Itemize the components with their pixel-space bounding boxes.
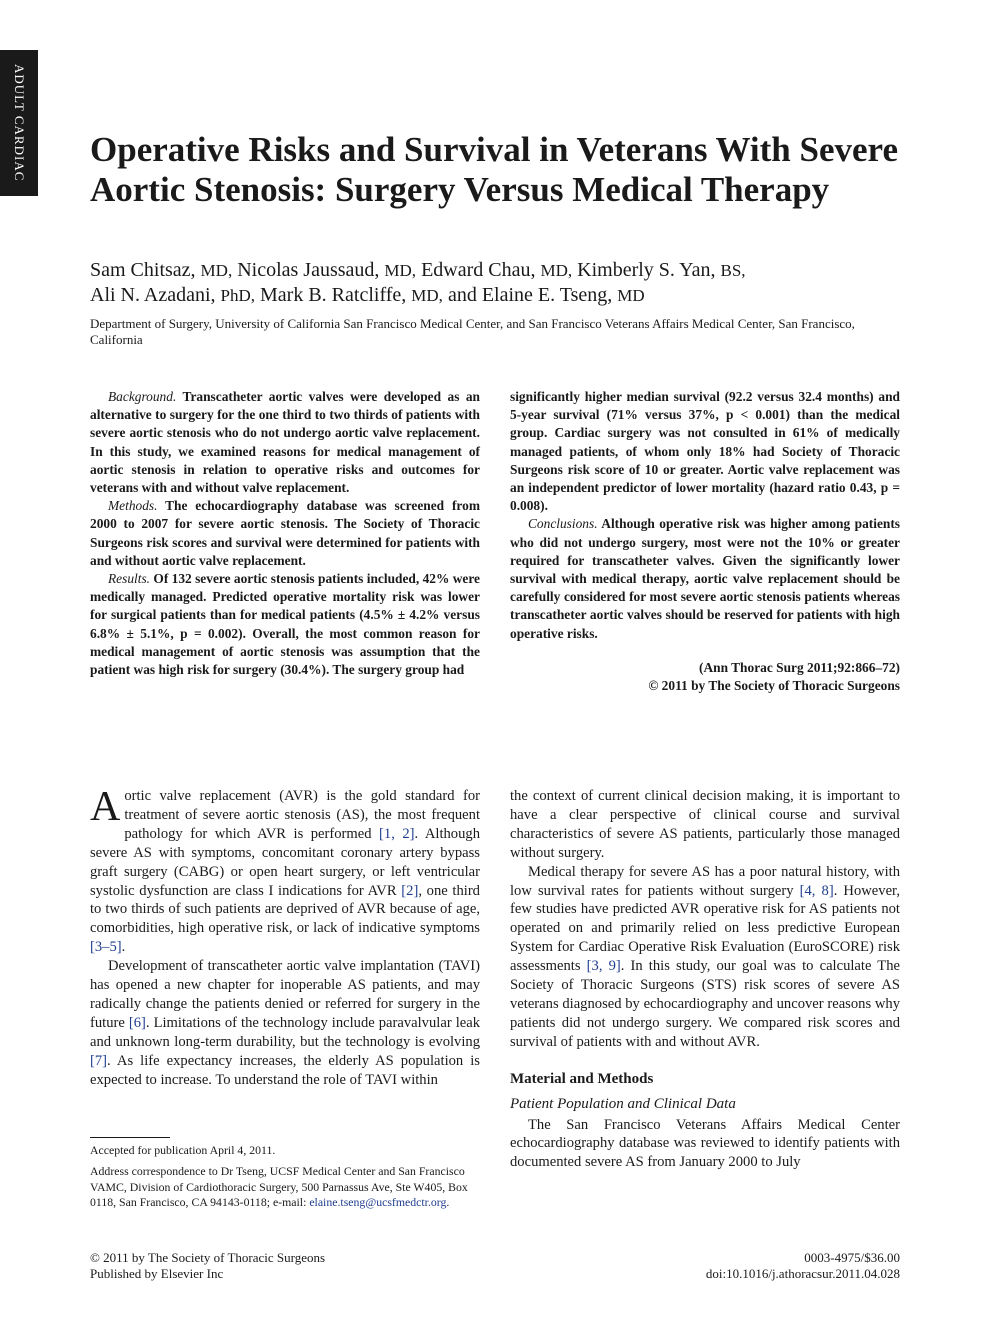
body-text: . In this study, our goal was to calculate The Society of Thoracic Surgeons (STS) risk scores of severe AS veterans diagnosed by echocardiography and uncover reasons why patients did not undergo surgery. We compared risk scores and survival of patients with and without AVR. [510,958,900,1050]
abstract-left-column [90,388,480,679]
body-text: . Although severe AS with symptoms, concomitant coronary artery bypass graft surgery (CABG) or open heart surgery, or left ventricular systolic dysfunction are class I indications for AVR [90,825,480,899]
citation-text: (Ann Thorac Surg 2011;92:866–72) [699,659,900,675]
footer-publisher: Published by Elsevier Inc [90,1266,224,1281]
correspondence-note [90,1164,480,1210]
body-text: Medical therapy for severe AS has a poor natural history, with low survival rates for patients without surgery [510,863,900,899]
body-left-column [90,784,480,1090]
footnote-divider [90,1137,170,1138]
abstract-text: Although operative risk was higher among patients who did not undergo surgery, most were not the 10% or greater required for transcatheter valves. Given the significantly lower survival with medical therapy, aortic valve replacement should be carefully considered for most severe aortic stenosis patients whereas transcatheter aortic valves should be reserved for patients with high operative risks. [510,516,901,641]
abstract-methods [90,497,480,570]
footer-left [90,1250,490,1282]
author-name: Ali N. Azadani, [90,284,216,306]
body-paragraph: The San Francisco Veterans Affairs Medical Center echocardiography database was reviewed to identify patients with documented severe AS from January 2000 to July [510,1116,900,1171]
body-text: Development of transcatheter aortic valve implantation (TAVI) has opened a new chapter for inoperable AS patients, and may radically change the patients denied or referred for surgery in the future [90,958,480,1031]
body-right-column [510,787,900,1172]
accepted-note: Accepted for publication April 4, 2011. [90,1143,276,1157]
footer-issn: 0003-4975/$36.00 [804,1250,900,1265]
reference-link[interactable]: [7] [90,1052,108,1069]
author-line-2 [90,283,910,308]
body-text: . As life expectancy increases, the elderly AS population is expected to increase. To understand the role of TAVI within [90,1052,480,1088]
reference-link[interactable]: [2] [401,882,419,899]
abstract-label: Methods. [108,498,158,514]
body-text: . Limitations of the technology include paravalvular leak and unknown long-term durability, but the technology is evolving [90,1014,480,1050]
email-link[interactable]: elaine.tseng@ucsfmedctr.org [309,1194,447,1209]
author-degree: BS, [720,261,746,280]
reference-link[interactable]: [6] [128,1014,146,1031]
section-tab [0,50,38,196]
body-paragraph-continued: the context of current clinical decision making, it is important to have a clear perspective of clinical course and survival characteristics of severe AS patients, particularly those managed without surgery. [510,788,900,861]
footer-copyright: © 2011 by The Society of Thoracic Surgeons [90,1250,326,1265]
body-text: , one third to two thirds of such patients are deprived of AVR because of age, comorbidities, high operative risk, or lack of indicative symptoms [90,882,480,937]
reference-link[interactable]: [1, 2] [379,825,415,842]
abstract-label: Background. [108,389,177,404]
affiliation: Department of Surgery, University of California San Francisco Medical Center, and San Francisco Veterans Affairs Medical Center, San Francisco, California [90,316,855,347]
abstract-conclusions [510,515,900,642]
author-degree: PhD, [220,286,256,305]
author-degree: MD [617,286,645,305]
abstract-label: Results. [108,571,151,587]
abstract-background [90,388,480,497]
footer-doi: doi:10.1016/j.athoracsur.2011.04.028 [705,1266,900,1281]
section-heading: Material and Methods [510,1070,654,1087]
reference-link[interactable]: [3, 9] [586,958,621,975]
author-name: and Elaine E. Tseng, [447,284,613,306]
address-text: . [446,1194,450,1209]
abstract-text: Transcatheter aortic valves were developed as an alternative to surgery for the one third to two thirds of patients with severe aortic stenosis who do not undergo aortic valve replacement. In this study, we examined reasons for medical management of aortic stenosis in relation to operative risks and outcomes for veterans with and without valve replacement. [90,389,480,496]
author-list [90,258,910,308]
author-name: Sam Chitsaz, [90,259,196,281]
section-tab-label: ADULT CARDIAC [12,64,27,182]
author-degree: MD, [411,286,443,305]
abstract-right-column [510,388,900,695]
abstract-results-continued: significantly higher median survival (92.2 versus 32.4 months) and 5-year survival (71% versus 37%, p < 0.001) than the medical group. Cardiac surgery was not consulted in 61% of medically managed patients, of whom only 18% had Society of Thoracic Surgeons risk score of 10 or greater. Aortic valve replacement was an independent predictor of lower mortality (hazard ratio 0.43, p = 0.008). [510,389,900,514]
body-paragraph [90,784,480,957]
reference-link[interactable]: [3–5] [90,939,122,956]
journal-citation [510,659,900,695]
body-text: . However, few studies have predicted AVR operative risk for AS patients not operated on and primarily relied on less predictive European System for Cardiac Operative Risk Evaluation (EuroSCORE) risk assessments [510,882,900,975]
body-paragraph [510,863,900,1052]
body-text: . [121,939,126,956]
reference-link[interactable]: [4, 8] [799,882,834,899]
author-name: Nicolas Jaussaud, [237,259,380,281]
author-line-1 [90,258,910,283]
author-degree: MD, [540,261,573,280]
abstract-label: Conclusions. [528,516,598,532]
author-name: Mark B. Ratcliffe, [260,284,407,306]
footnotes [90,1143,480,1216]
author-name: Kimberly S. Yan, [577,259,716,281]
body-text: ortic valve replacement (AVR) is the gold standard for treatment of severe aortic stenosis (AS), the most frequent pathology for which AVR is performed [124,788,480,842]
abstract-results [90,570,480,679]
author-degree: MD, [200,261,233,280]
address-text: Address correspondence to Dr Tseng, UCSF Medical Center and San Francisco VAMC, Division of Cardiothoracic Surgery, 500 Parnassus Ave, Ste W405, Box 0118, San Francisco, CA 94143-0118; e-mail: [90,1164,468,1209]
article-title: Operative Risks and Survival in Veterans With Severe Aortic Stenosis: Surgery Versus Medical Therapy [90,130,898,209]
author-degree: MD, [384,261,417,280]
body-paragraph [90,957,480,1089]
footer-right [600,1250,900,1282]
subsection-heading: Patient Population and Clinical Data [510,1095,736,1112]
author-name: Edward Chau, [421,259,536,281]
abstract-copyright: © 2011 by The Society of Thoracic Surgeons [648,678,900,694]
abstract-text: The echocardiography database was screened from 2000 to 2007 for severe aortic stenosis. The Society of Thoracic Surgeons risk scores and survival were determined for patients with and without aortic valve replacement. [90,498,480,568]
drop-cap: A [90,784,121,830]
abstract-text: Of 132 severe aortic stenosis patients included, 42% were medically managed. Predicted operative mortality risk was lower for surgical patients than for medical patients (4.5% ± 4.2% versus 6.8% ± 5.1%, p = 0.002). Overall, the most common reason for medical management of aortic stenosis was assumption that the patient was high risk for surgery (30.4%). The surgery group had [90,571,480,678]
